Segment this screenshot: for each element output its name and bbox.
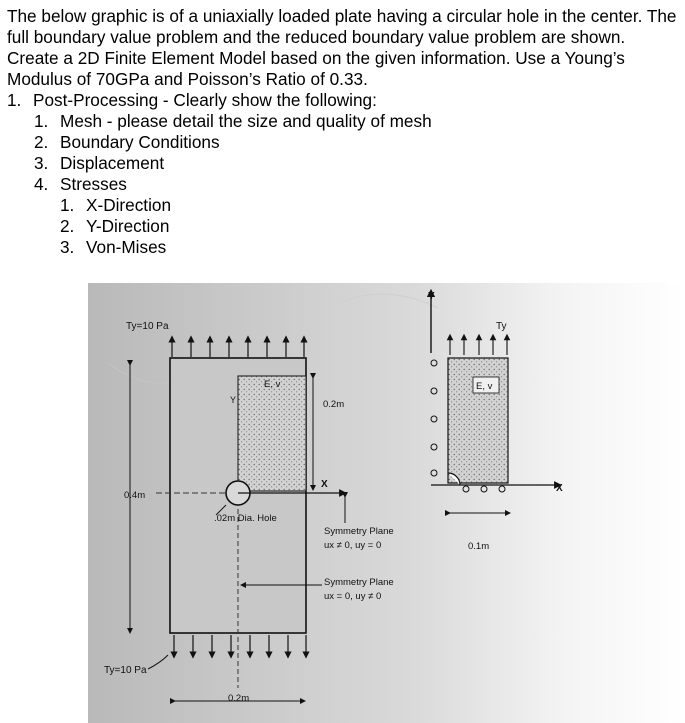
right-x-axis-label: X bbox=[556, 483, 563, 494]
task-item bbox=[7, 90, 377, 111]
list-item: 2. Boundary Conditions bbox=[34, 132, 220, 152]
post-processing-list bbox=[34, 111, 432, 195]
intro-paragraph bbox=[7, 6, 679, 90]
list-item: 1. X-Direction bbox=[60, 195, 172, 215]
right-material-label: E, v bbox=[476, 381, 493, 392]
list-item: 1. Mesh - please detail the size and quality of mesh bbox=[34, 111, 432, 131]
plate-figure bbox=[88, 283, 685, 723]
stresses-sublist bbox=[60, 195, 171, 258]
right-y-axis-label: Y bbox=[428, 291, 435, 302]
list-item: 3. Displacement bbox=[34, 153, 165, 173]
task-text: Post-Processing - Clearly show the following: bbox=[33, 90, 377, 110]
top-load-label: Ty=10 Pa bbox=[126, 321, 169, 332]
symmetry1-condition: ux ≠ 0, uy = 0 bbox=[324, 540, 382, 551]
y-axis-label: Y bbox=[230, 395, 237, 405]
list-item: 2. Y-Direction bbox=[60, 216, 170, 236]
task-number: 1. bbox=[7, 90, 22, 110]
dimension-04m: 0.4m bbox=[124, 490, 146, 501]
x-axis-label: X bbox=[321, 479, 328, 490]
list-item: 3. Von-Mises bbox=[60, 237, 167, 257]
symmetry2-title: Symmetry Plane bbox=[324, 577, 394, 588]
bottom-load-label: Ty=10 Pa bbox=[104, 665, 147, 676]
symmetry2-condition: ux = 0, uy ≠ 0 bbox=[324, 591, 382, 602]
intro-text: The below graphic is of a uniaxially loaded plate having a circular hole in the center. The full boundary value problem and the reduced boundary value problem are shown. Create a 2D Finite Element Model based on the given information. Use a Young’s Modulus of 70GPa and Poisson’s Ratio of 0.33. bbox=[7, 6, 677, 89]
hole-label: .02m Dia. Hole bbox=[214, 513, 277, 524]
right-load-label: Ty bbox=[496, 321, 507, 332]
right-dimension: 0.1m bbox=[468, 541, 490, 552]
list-item: 4. Stresses bbox=[34, 174, 127, 194]
dimension-02m-right: 0.2m bbox=[323, 399, 345, 410]
reduced-region bbox=[238, 376, 306, 491]
symmetry1-title: Symmetry Plane bbox=[324, 526, 394, 537]
dimension-02m-bottom: 0.2m bbox=[228, 693, 250, 704]
material-label: E, v bbox=[264, 379, 281, 390]
